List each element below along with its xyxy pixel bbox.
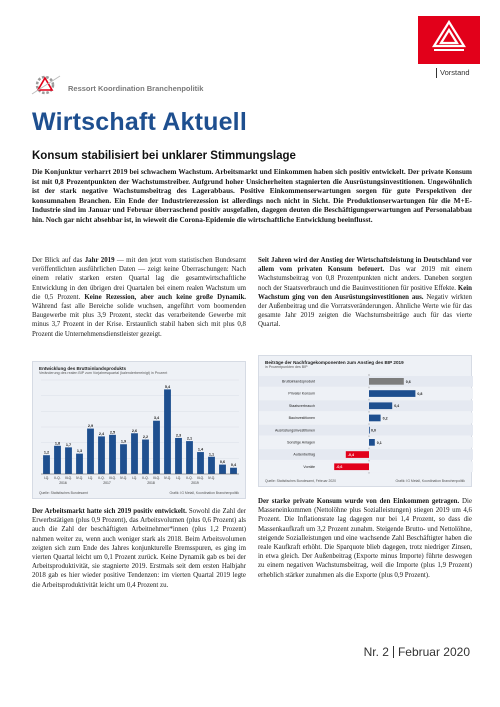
bar	[120, 444, 127, 474]
bar	[54, 446, 61, 474]
tick-label: II-Q.	[54, 476, 61, 480]
tick-label: I-Q.	[87, 476, 94, 480]
text-span: Negativ wirkten der Außenbeitrag und die Vorratsveränderungen. Ähnliche Werte wie für das gesamte Jahr 2019 zeigten die Wachstumsbeiträge auch für das vierte Quartal.	[258, 293, 473, 329]
bar-value-label: 0,6	[405, 379, 411, 384]
bar	[164, 389, 171, 474]
text-bold: Der starke private Konsum wurde von den Einkommen getragen.	[258, 498, 460, 505]
text-bold: Jahr 2019	[84, 257, 115, 264]
bar-value-label: 5,4	[164, 384, 171, 389]
tick-label: I-Q.	[131, 476, 138, 480]
page-title: Wirtschaft Aktuell	[32, 108, 247, 136]
category-label: Ausrüstungsinvestitionen	[275, 428, 315, 433]
bar-value-label: 0,8	[417, 392, 423, 396]
tick-label: IV-Q.	[163, 476, 172, 480]
chart-source: Quelle: Statistisches Bundesamt	[39, 491, 88, 495]
paragraph-incomes	[258, 497, 472, 580]
bar-value-label: 2,4	[98, 431, 105, 436]
bar	[369, 427, 370, 434]
bar-value-label: 0,6	[219, 460, 226, 465]
text-span: Das war 2019 mit einem Wachstumsbeitrag von 0,8 Prozentpunkten nicht anders. Daneben sorgten noch der Staatsverbrauch und die Bauinvestitionen für positive Effekte.	[258, 266, 473, 292]
tick-label: III-Q.	[64, 476, 73, 480]
bar	[142, 440, 149, 474]
year-label: 2016	[59, 481, 67, 485]
bar-value-label: 1,9	[120, 439, 127, 444]
category-label: Staatsverbrauch	[288, 403, 315, 408]
bar	[109, 435, 116, 474]
bar-value-label: 1,3	[76, 449, 83, 454]
issue-footer	[364, 645, 470, 659]
year-label: 2019	[191, 481, 199, 485]
gear-triangle-icon	[30, 72, 64, 98]
bar-value-label: 0,4	[394, 404, 400, 409]
tick-label: IV-Q.	[119, 476, 128, 480]
bar	[197, 452, 204, 474]
bar-value-label: 2,3	[175, 433, 182, 438]
bar	[230, 468, 237, 474]
bar	[76, 454, 83, 474]
tick-label: II-Q.	[142, 476, 149, 480]
bar-value-label: 2,9	[87, 424, 94, 429]
issue-number: Nr. 2	[363, 645, 389, 659]
chart-title: Beiträge der Nachfragekomponenten zum Anstieg des BIP 2019	[265, 360, 404, 365]
vorstand-divider	[436, 68, 437, 78]
bar	[175, 438, 182, 474]
category-label: Sonstige Anlagen	[287, 440, 315, 445]
tick-label: I-Q.	[43, 476, 50, 480]
bar-value-label: 0,0	[371, 428, 376, 433]
chart-source: Quelle: Statistisches Bundesamt, Februar 2020	[265, 479, 337, 483]
bar-value-label: 2,6	[131, 428, 138, 433]
bar	[43, 455, 50, 474]
category-label: Vorräte	[303, 464, 315, 469]
bar-value-label: 1,8	[54, 441, 61, 446]
bar-value-label: -0,4	[347, 453, 355, 457]
bar	[131, 433, 138, 474]
lead-paragraph: Die Konjunktur verharrt 2019 bei schwachem Wachstum. Arbeitsmarkt und Einkommen haben sich positiv entwickelt. Der private Konsum ist mit 0,8 Prozentpunkten der Wachstumstreiber. Aufgrund hoher Unsicherheiten stagnierten die Ausrüstungsinvestitionen. Ungewöhnlich ist der stark negative Wachstumsbeitrag des Lagerabbaus. Positive Einkommenserwartungen sorgen für gute Perspektiven der konsumnahen Branchen. Ein Ende der Industrierezession ist allerdings noch nicht in Sicht. Die Produktionserwartungen für die M+E-Industrie sind im Januar und Februar überraschend positiv ausgefallen, dagegen deuten die Beschäftigungserwartungen auf Personalabbau hin. Noch gar nicht absehbar ist, in wieweit die Corona-Epidemie die wirtschaftliche Entwicklung beeinflusst.	[32, 167, 472, 224]
chart-credit: Grafik: IG Metall, Koordination Branchenpolitik	[395, 479, 465, 483]
bar-value-label: 0,4	[230, 463, 237, 468]
tick-label: IV-Q.	[207, 476, 216, 480]
gdp-bar-chart	[32, 361, 246, 499]
category-label: Außenbeitrag	[293, 452, 315, 457]
category-label: Bauinvestitionen	[288, 416, 315, 421]
bar	[186, 441, 193, 474]
footer-divider	[393, 646, 394, 658]
text-bold: Der Arbeitsmarkt hatte sich 2019 positiv entwickelt.	[32, 508, 187, 515]
bar-value-label: 2,5	[109, 430, 116, 435]
bar	[87, 429, 94, 474]
bar-value-label: 1,7	[65, 442, 72, 447]
issue-date: Februar 2020	[397, 645, 470, 659]
category-label: Bruttoinlandsprodukt	[282, 379, 315, 384]
bar-value-label: 2,1	[186, 436, 193, 441]
bar	[153, 421, 160, 474]
text-span: Sowohl die Zahl der Erwerbstätigen (plus 0,9 Prozent), das Arbeitsvolumen (plus 0,6 Prozent) als auch die Zahl der beschäftigten Arbeitnehmer*innen (plus 1,2 Prozent) nahmen weiter zu, wenn auch weniger stark als 2018. Beim Arbeitsvolumen zeigten sich zum Ende des Jahres konjunkturelle Bremsspuren, es ging im vierten Quartal leicht um 0,1 Prozent zurück. Keine Dynamik gab es bei der Arbeitsproduktivität, sie stagnierte 2019. Erstmals seit dem ersten Halbjahr 2018 gab es hier wieder positive Tendenzen: im vierten Quartal 2019 legte die Arbeitsproduktivität leicht um 0,4 Prozent zu.	[32, 508, 246, 589]
text-span: — mit den jetzt vom statistischen Bundesamt veröffentlichten ausführlichen Daten — zeigt keine Überraschungen: Nach einem relativ starken ersten Quartal lag die gesamtwirtschaftliche Entwicklung in den übrigen drei Quartalen bei einem realen Wachstum um die 0,5 Prozent.	[32, 257, 246, 301]
text-bold: Seit Jahren wird der Anstieg der Wirtschaftsleistung in Deutschland vor allem vom privaten Konsum befeuert.	[258, 257, 472, 274]
chart-subtitle: Veränderung des realen BIP zum Vorjahresquartal (kalenderbereinigt) in Prozent	[39, 371, 168, 375]
header-unit: Vorstand	[440, 68, 470, 77]
chart-title: Entwicklung des Bruttoinlandsprodukts	[39, 366, 127, 371]
chart-credit: Grafik: IG Metall, Koordination Branchenpolitik	[169, 491, 239, 495]
bar	[369, 378, 404, 385]
tick-label: I-Q.	[175, 476, 182, 480]
bar-value-label: 2,2	[142, 435, 149, 440]
bar	[369, 415, 381, 422]
bar-value-label: 1,2	[43, 450, 50, 455]
igmetall-logo-icon	[418, 16, 480, 64]
tick-label: III-Q.	[152, 476, 161, 480]
bar	[369, 402, 392, 409]
category-label: Privater Konsum	[288, 391, 315, 396]
demand-chart-svg	[259, 356, 473, 488]
year-label: 2017	[103, 481, 111, 485]
bar-value-label: -0,6	[336, 465, 343, 470]
paragraph-year-2019	[32, 256, 246, 339]
tick-label: III-Q.	[108, 476, 117, 480]
bar-value-label: 0,2	[382, 416, 388, 421]
bar	[65, 447, 72, 474]
text-bold: Kein Wachstum ging von den Ausrüstungsinvestitionen aus.	[258, 284, 472, 301]
tick-label: II-Q.	[98, 476, 105, 480]
bar	[98, 436, 105, 474]
bar	[219, 465, 226, 474]
bar	[208, 457, 215, 474]
text-span: Der Blick auf das	[32, 257, 85, 264]
gdp-chart-svg	[33, 362, 247, 500]
bar-value-label: 1,1	[208, 452, 215, 457]
bar	[369, 390, 415, 397]
tick-label: IV-Q.	[75, 476, 84, 480]
text-bold: Keine Rezession, aber auch keine große Dynamik.	[84, 293, 246, 301]
chart-subtitle: in Prozentpunkten des BIP	[265, 365, 308, 369]
bar-value-label: 0,1	[376, 440, 382, 445]
tick-label: III-Q.	[196, 476, 205, 480]
text-span: Die Masseneinkommen (Nettolöhne plus Sozialleistungen) stiegen 2019 um 4,6 Prozent. Die Inflationsrate lag dagegen nur bei 1,4 Prozent, so dass die Massenkaufkraft um 3,2 Prozent zunahm. Steigende Brutto- und Nettolöhne, steigende Sozialleistungen und eine wachsende Zahl Beschäftigter haben die reale Kaufkraft erhöht. Die Sparquote blieb dagegen, trotz niedriger Zinsen, in etwa gleich. Der Außenbeitrag (Exporte minus Importe) führte deswegen zu einem negativen Wachstumsbeitrag, weil die Importe (plus 1,9 Prozent) erheblich stärker zunahmen als die Exporte (plus 0,9 Prozent).	[258, 498, 472, 579]
paragraph-labour-market	[32, 507, 246, 590]
paragraph-private-consumption	[258, 256, 472, 330]
bar	[369, 439, 375, 446]
bar-value-label: 3,4	[153, 416, 160, 421]
demand-components-chart	[258, 355, 472, 487]
year-label: 2018	[147, 481, 155, 485]
department-label: Ressort Koordination Branchenpolitik	[68, 84, 204, 93]
page-subtitle: Konsum stabilisiert bei unklarer Stimmungslage	[32, 150, 296, 162]
bar-value-label: 1,4	[197, 447, 204, 452]
text-span: Während fast alle Bereiche solide wuchsen, angeführt vom boomenden Baugewerbe mit plus 3,9 Prozent, steckt das verarbeitende Gewerbe mit minus 3,7 Prozent in der Krise. Erstaunlich stabil haben sich mit plus 0,8 Prozent die Unternehmensdienstleister gezeigt.	[32, 303, 246, 338]
tick-label: II-Q.	[186, 476, 193, 480]
